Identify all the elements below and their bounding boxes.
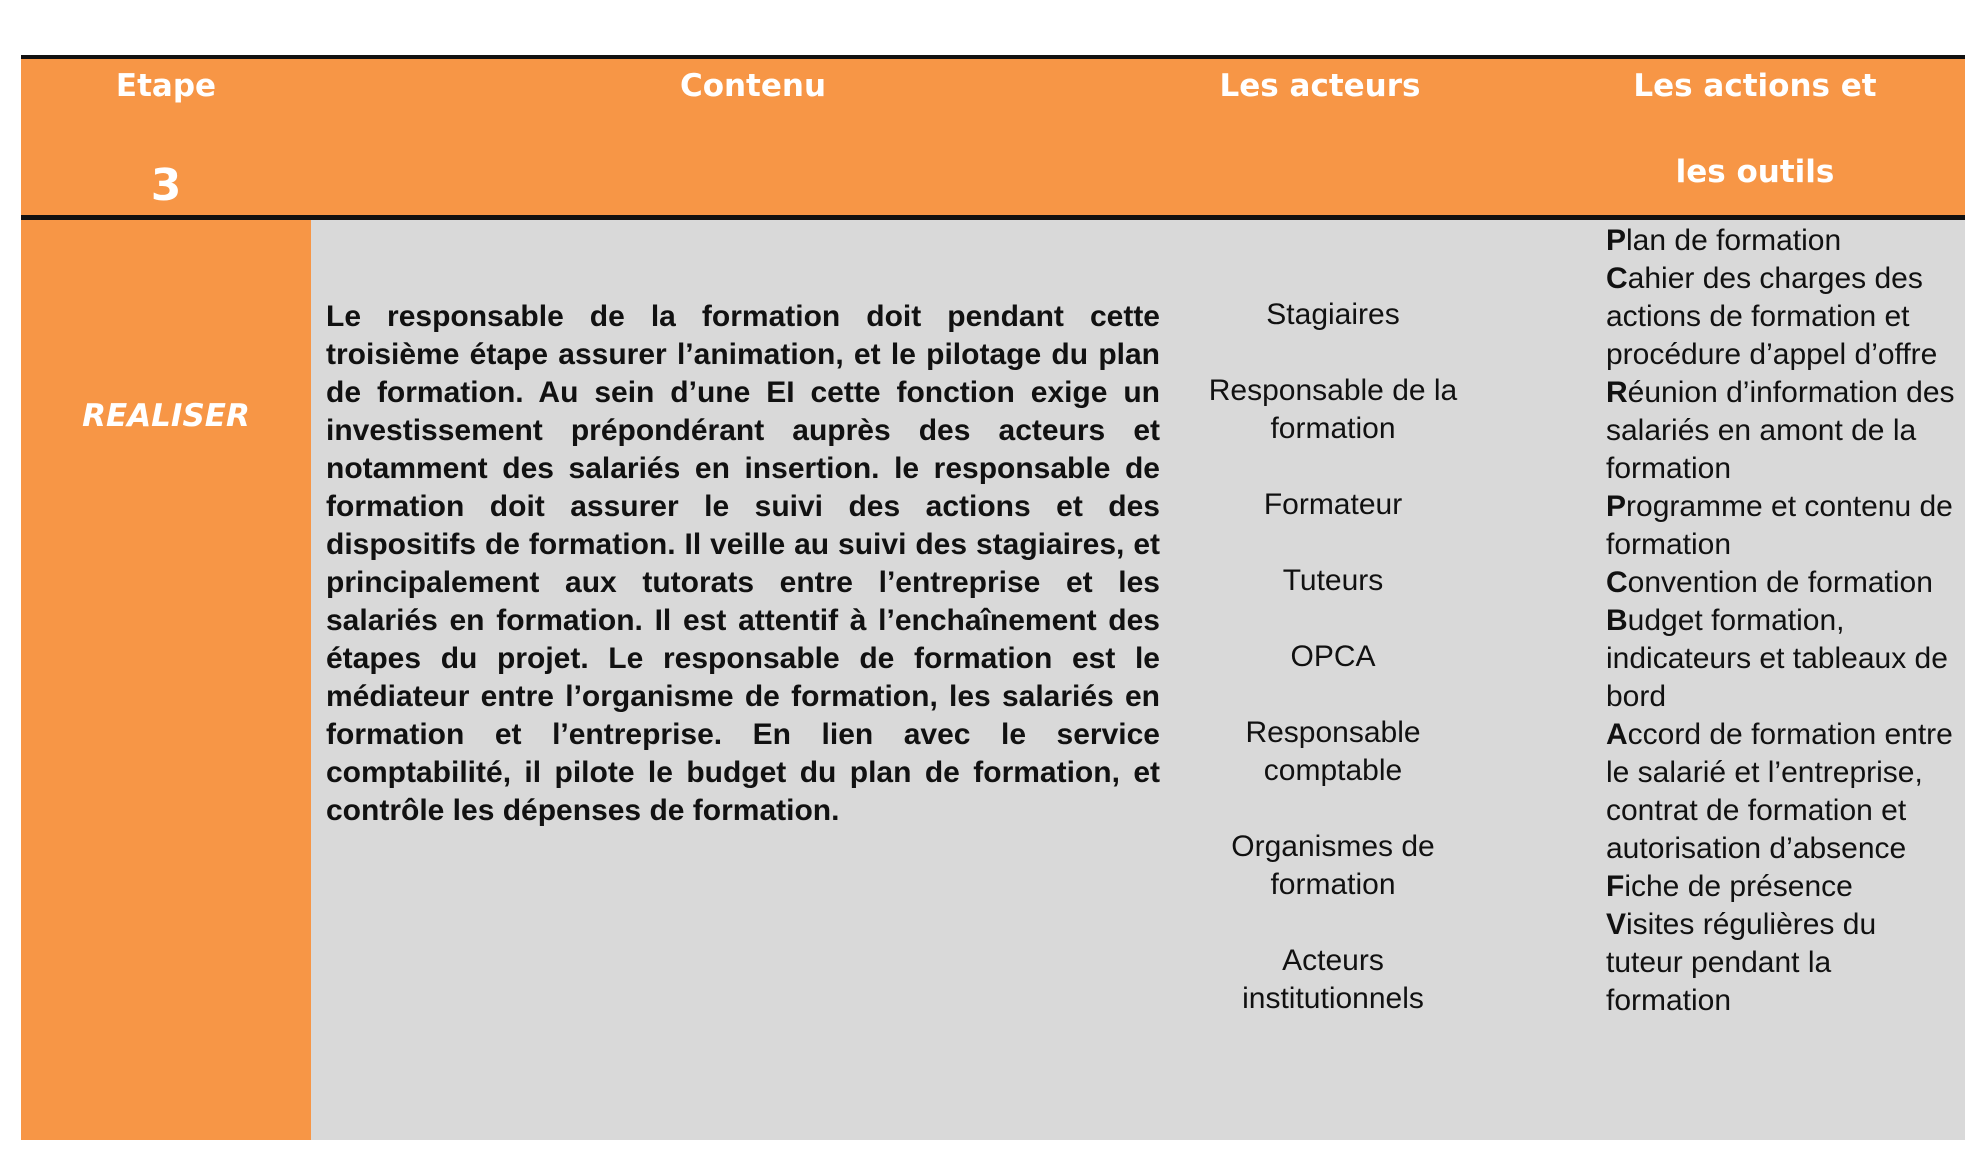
actor-item: Stagiaires (1266, 298, 1400, 331)
actor-item: Formateur (1263, 488, 1403, 521)
action-initial: B (1606, 604, 1628, 637)
action-item (1606, 260, 1961, 374)
actors-list (1188, 296, 1478, 1056)
action-text: iche de présence (1624, 870, 1853, 903)
header-cell-acteurs (1195, 59, 1445, 215)
action-text: onvention de formation (1627, 566, 1933, 599)
action-text: ccord de formation entre le salarié et l’entreprise, contrat de formation et autorisation d’absence (1606, 718, 1953, 865)
actor-item: OPCA (1290, 640, 1376, 673)
header-contenu-label: Contenu (679, 68, 827, 104)
action-item (1606, 868, 1961, 906)
action-initial: C (1606, 262, 1628, 295)
header-cell-contenu (311, 59, 1195, 215)
content-paragraph: Le responsable de la formation doit pendant cette troisième étape assurer l’animation, et le pilotage du plan de formation. Au sein d’une EI cette fonction exige un investissement prépondérant auprès des acteurs et notamment des salariés en insertion. le responsable de formation doit assurer le suivi des actions et des dispositifs de formation. Il veille au suivi des stagiaires, et principalement aux tutorats entre l’entreprise et les salariés en formation. Il est attentif à l’enchaînement des étapes du projet. Le responsable de formation est le médiateur entre l’organisme de formation, les salariés en formation et l’entreprise. En lien avec le service comptabilité, il pilote le budget du plan de formation, et contrôle les dépenses de formation. (326, 300, 1160, 827)
action-text: lan de formation (1626, 224, 1842, 257)
action-initial: P (1606, 224, 1627, 257)
actor-item: Responsable comptable (1245, 716, 1421, 787)
action-text: ahier des charges des actions de formation et procédure d’appel d’offre (1606, 262, 1938, 371)
header-etape-number: 3 (150, 160, 182, 211)
action-text: udget formation, indicateurs et tableaux de bord (1606, 604, 1948, 713)
header-etape-label: Etape (115, 68, 217, 104)
header-cell-actions (1570, 59, 1940, 215)
action-item (1606, 488, 1961, 564)
action-initial: P (1606, 490, 1627, 523)
stage-cell (21, 220, 311, 1140)
header-actions-line1: Les actions et (1633, 68, 1877, 104)
action-item (1606, 602, 1961, 716)
actor-item: Organismes de formation (1231, 830, 1435, 901)
action-text: éunion d’information des salariés en amont de la formation (1606, 376, 1955, 485)
actor-item: Responsable de la formation (1208, 374, 1458, 445)
actor-item: Acteurs institutionnels (1242, 944, 1424, 1015)
action-text: rogramme et contenu de formation (1606, 490, 1953, 561)
action-text: isites régulières du tuteur pendant la formation (1606, 908, 1877, 1017)
header-actions-line2: les outils (1675, 154, 1835, 190)
action-initial: R (1606, 376, 1628, 409)
action-initial: F (1606, 870, 1625, 903)
action-initial: A (1606, 718, 1628, 751)
stage-label: REALISER (82, 398, 250, 434)
action-initial: V (1606, 908, 1627, 941)
action-item (1606, 374, 1961, 488)
action-item (1606, 564, 1961, 602)
action-item (1606, 222, 1961, 260)
action-initial: C (1606, 566, 1628, 599)
header-acteurs-label: Les acteurs (1219, 68, 1421, 104)
action-item (1606, 906, 1961, 1020)
actor-item: Tuteurs (1282, 564, 1384, 597)
header-cell-etape (21, 59, 311, 215)
action-item (1606, 716, 1961, 868)
actions-list (1606, 222, 1961, 1020)
